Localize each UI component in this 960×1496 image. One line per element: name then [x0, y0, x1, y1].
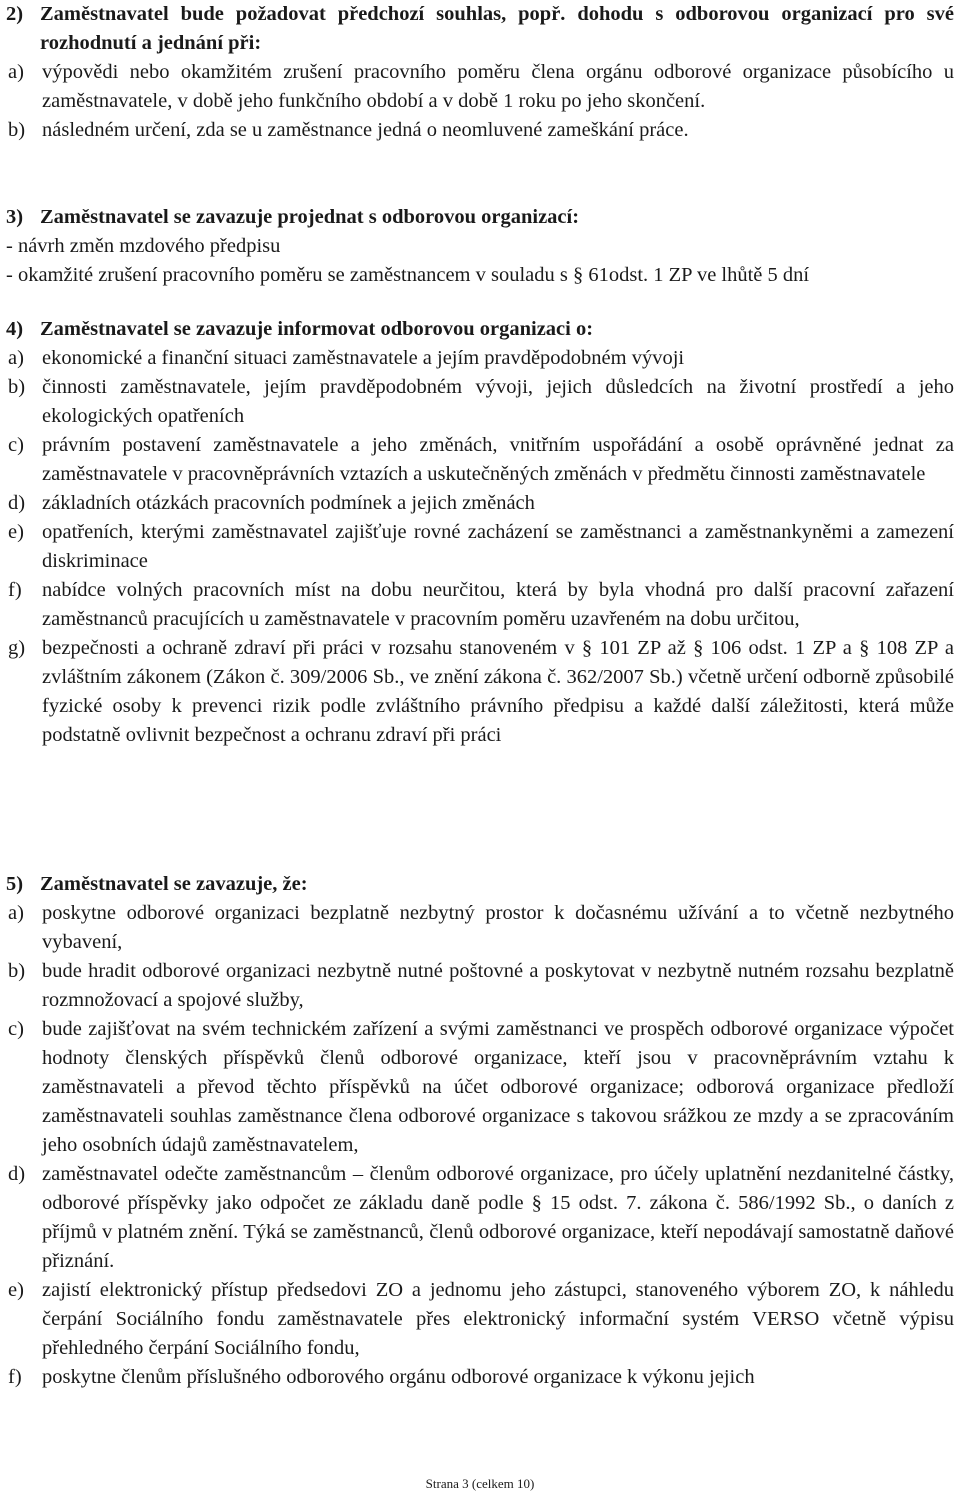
- list-item: [6, 576, 954, 634]
- item-text: poskytne odborové organizaci bezplatně nezbytný prostor k dočasnému užívání a to včetně nezbytného vybavení,: [42, 902, 954, 953]
- item-text: bude zajišťovat na svém technickém zařízení a svými zaměstnanci ve prospěch odborové organizace výpočet hodnoty členských příspěvků členů odborové organizace, kteří jsou v pracovněprávním vztahu k zaměstnavateli a převod těchto příspěvků na účet odborové organizace; odborová organizace předloží zaměstnavateli souhlas zaměstnance člena odborové organizace s takovou srážkou ze mzdy a se zpracováním jeho osobních údajů zaměstnavatelem,: [42, 1018, 954, 1156]
- section-heading-text: Zaměstnavatel bude požadovat předchozí souhlas, popř. dohodu s odborovou organizací pro své rozhodnutí a jednání při:: [40, 3, 954, 54]
- item-label: e): [8, 1279, 24, 1301]
- item-text: poskytne členům příslušného odborového orgánu odborové organizace k výkonu jejich: [42, 1366, 755, 1388]
- list-item: [6, 1363, 954, 1392]
- item-label: c): [8, 434, 24, 456]
- list-item: - návrh změn mzdového předpisu: [6, 235, 281, 257]
- item-text: následném určení, zda se u zaměstnance jedná o neomluvené zameškání práce.: [42, 119, 689, 141]
- item-text: právním postavení zaměstnavatele a jeho změnách, vnitřním uspořádání a osobě oprávněné jednat za zaměstnavatele v pracovněprávních vztazích a uskutečněných změnách v předmětu činnosti zaměstnavatele: [42, 434, 954, 485]
- list-item: [6, 431, 954, 489]
- list-item: [6, 373, 954, 431]
- section-4-heading: [6, 315, 954, 344]
- list-item: [6, 634, 954, 750]
- section-heading-text: Zaměstnavatel se zavazuje projednat s odborovou organizací:: [40, 206, 580, 228]
- item-text: výpovědi nebo okamžitém zrušení pracovního poměru člena orgánu odborové organizace působícího u zaměstnavatele, v době jeho funkčního období a v době 1 roku po jeho skončení.: [42, 61, 954, 112]
- section-3-heading: [6, 203, 954, 232]
- item-label: b): [8, 376, 26, 398]
- section-5: [6, 870, 954, 1392]
- item-label: e): [8, 521, 24, 543]
- list-item: [6, 957, 954, 1015]
- item-label: d): [8, 492, 26, 514]
- list-item: [6, 116, 954, 145]
- item-text: činnosti zaměstnavatele, jejím pravděpodobném vývoji, jejich důsledcích na životní prostředí a jeho ekologických opatřeních: [42, 376, 954, 427]
- item-label: g): [8, 637, 26, 659]
- item-label: a): [8, 61, 24, 83]
- list-item: [6, 1276, 954, 1363]
- item-text: nabídce volných pracovních míst na dobu neurčitou, která by byla vhodná pro další pracovní zařazení zaměstnanců pracujících u zaměstnavatele v pracovním poměru uzavřeném na dobu určitou,: [42, 579, 954, 630]
- list-item: [6, 1160, 954, 1276]
- item-text: zajistí elektronický přístup předsedovi ZO a jednomu jeho zástupci, stanoveného výborem ZO, k náhledu čerpání Sociálního fondu zaměstnavatele přes elektronický informační systém VERSO včetně výpisu přehledného čerpání Sociálního fondu,: [42, 1279, 954, 1359]
- item-label: a): [8, 902, 24, 924]
- item-label: f): [8, 1366, 22, 1388]
- section-5-heading: [6, 870, 954, 899]
- list-item: [6, 899, 954, 957]
- list-item: [6, 1015, 954, 1160]
- list-item: [6, 518, 954, 576]
- section-heading-text: Zaměstnavatel se zavazuje, že:: [40, 873, 308, 895]
- item-text: bezpečnosti a ochraně zdraví při práci v rozsahu stanoveném v § 101 ZP až § 106 odst. 1 ZP a § 108 ZP a zvláštním zákonem (Zákon č. 309/2006 Sb., ve znění zákona č. 362/2007 Sb.) včetně určení odborně způsobilé fyzické osoby k prevenci rizik podle zvláštního právního předpisu a každé další záležitosti, která může podstatně ovlivnit bezpečnost a ochranu zdraví při práci: [42, 637, 954, 746]
- item-label: d): [8, 1163, 26, 1185]
- item-label: f): [8, 579, 22, 601]
- section-3: [6, 203, 954, 290]
- item-label: c): [8, 1018, 24, 1040]
- item-label: a): [8, 347, 24, 369]
- item-label: b): [8, 119, 26, 141]
- item-text: ekonomické a finanční situaci zaměstnavatele a jejím pravděpodobném vývoji: [42, 347, 685, 369]
- section-number: 5): [6, 873, 24, 895]
- section-number: 3): [6, 206, 24, 228]
- list-item: [6, 489, 954, 518]
- item-text: základních otázkách pracovních podmínek a jejich změnách: [42, 492, 535, 514]
- page-footer: Strana 3 (celkem 10): [425, 1476, 535, 1491]
- item-text: bude hradit odborové organizaci nezbytně nutné poštovné a poskytovat v nezbytně nutném rozsahu bezplatně rozmnožovací a spojové služby,: [42, 960, 954, 1011]
- section-number: 4): [6, 318, 24, 340]
- section-number: 2): [6, 3, 24, 25]
- section-2: [6, 0, 954, 145]
- list-item: [6, 58, 954, 116]
- list-item: - okamžité zrušení pracovního poměru se zaměstnancem v souladu s § 61odst. 1 ZP ve lhůtě 5 dní: [6, 264, 810, 286]
- list-item: [6, 344, 954, 373]
- item-text: zaměstnavatel odečte zaměstnancům – členům odborové organizace, pro účely uplatnění nezdanitelné částky, odborové příspěvky jako odpočet ze základu daně podle § 15 odst. 7. zákona č. 586/1992 Sb., o daních z příjmů v platném znění. Týká se zaměstnanců, členů odborové organizace, kteří nepodávají samostatně daňové přiznání.: [42, 1163, 954, 1272]
- section-4: [6, 315, 954, 750]
- item-label: b): [8, 960, 26, 982]
- item-text: opatřeních, kterými zaměstnavatel zajišťuje rovné zacházení se zaměstnanci a zaměstnankyněmi a zamezení diskriminace: [42, 521, 954, 572]
- section-heading-text: Zaměstnavatel se zavazuje informovat odborovou organizaci o:: [40, 318, 594, 340]
- section-2-heading: [6, 0, 954, 58]
